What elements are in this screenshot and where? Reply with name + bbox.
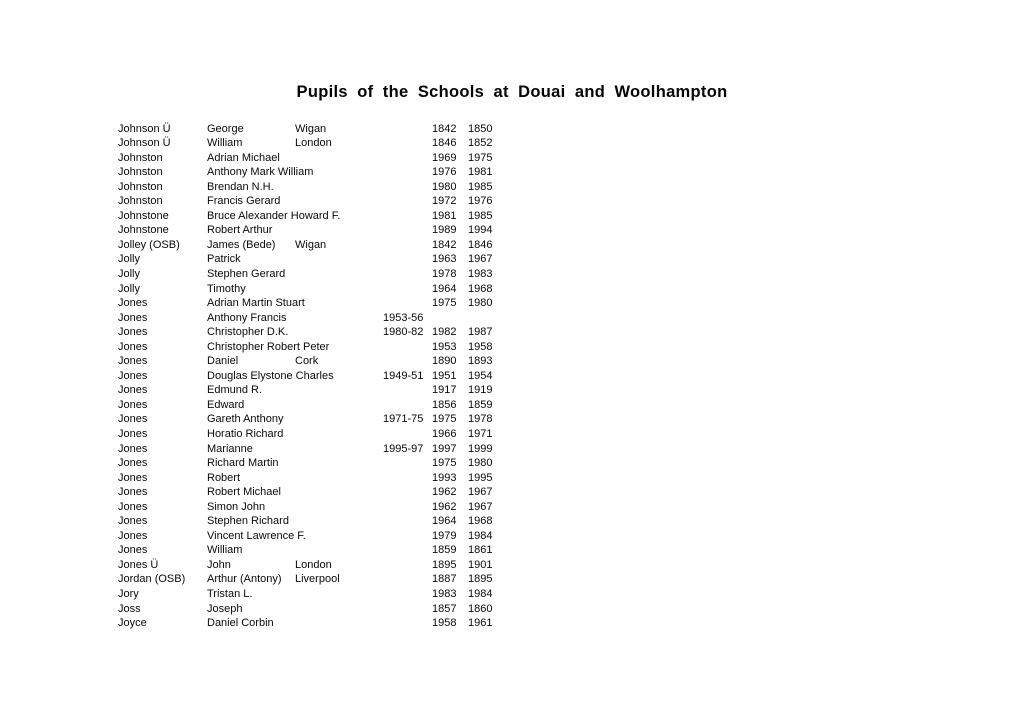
forename-cell: Bruce Alexander Howard F.: [207, 209, 341, 222]
years-attended-cell: [383, 616, 432, 631]
leaving-year-cell: 1850: [468, 122, 493, 135]
place-cell: [295, 194, 383, 209]
leaving-year-cell: 1980: [468, 457, 493, 470]
years-attended-cell: [383, 209, 432, 224]
forename-cell: Robert Arthur: [207, 224, 273, 237]
surname-cell: Joyce: [118, 617, 147, 630]
surname-cell: Jones: [118, 486, 148, 499]
surname-cell: Jones: [118, 457, 148, 470]
entry-year-cell: 1964: [432, 515, 457, 528]
leaving-year-cell: 1985: [468, 209, 493, 222]
forename-cell: Douglas Elystone Charles: [207, 369, 334, 382]
entry-year-cell: 1969: [432, 151, 457, 164]
place-cell: [295, 369, 383, 384]
table-row: [118, 151, 494, 166]
years-attended-cell: [383, 122, 432, 137]
years-attended-cell: 1995-97: [383, 442, 424, 455]
forename-cell: Adrian Michael: [207, 151, 280, 164]
place-cell: [295, 151, 383, 166]
surname-cell: Johnston: [118, 166, 163, 179]
years-attended-cell: [383, 602, 432, 617]
table-row: [118, 267, 494, 282]
surname-cell: Jones: [118, 398, 148, 411]
entry-year-cell: 1997: [432, 442, 457, 455]
forename-cell: George: [207, 122, 244, 135]
entry-year-cell: 1917: [432, 384, 457, 397]
surname-cell: Jones: [118, 442, 148, 455]
surname-cell: Johnstone: [118, 209, 169, 222]
surname-cell: Jones: [118, 384, 148, 397]
entry-year-cell: 1890: [432, 355, 457, 368]
surname-cell: Jones: [118, 297, 148, 310]
place-cell: [295, 485, 383, 500]
forename-cell: Richard Martin: [207, 457, 279, 470]
years-attended-cell: [383, 136, 432, 151]
leaving-year-cell: 1846: [468, 238, 493, 251]
leaving-year-cell: 1987: [468, 326, 493, 339]
leaving-year-cell: 1983: [468, 267, 493, 280]
entry-year-cell: 1962: [432, 500, 457, 513]
forename-cell: Christopher Robert Peter: [207, 340, 330, 353]
forename-cell: Daniel: [207, 355, 239, 368]
forename-cell: Anthony Francis: [207, 311, 287, 324]
surname-cell: Jones: [118, 413, 148, 426]
place-cell: London: [295, 558, 332, 571]
leaving-year-cell: 1994: [468, 224, 493, 237]
entry-year-cell: 1975: [432, 457, 457, 470]
surname-cell: Jones: [118, 369, 148, 382]
table-row: [118, 543, 494, 558]
table-row: [118, 587, 494, 602]
years-attended-cell: [383, 165, 432, 180]
table-row: [118, 442, 494, 457]
years-attended-cell: [383, 485, 432, 500]
forename-cell: Timothy: [207, 282, 246, 295]
place-cell: Liverpool: [295, 573, 340, 586]
years-attended-cell: [383, 427, 432, 442]
table-row: [118, 252, 494, 267]
place-cell: Cork: [295, 355, 319, 368]
table-row: [118, 296, 494, 311]
surname-cell: Jones: [118, 544, 148, 557]
page-title: Pupils of the Schools at Douai and Woolhampton: [296, 83, 728, 101]
table-row: [118, 602, 494, 617]
entry-year-cell: 1857: [432, 602, 457, 615]
entry-year-cell: 1958: [432, 617, 457, 630]
place-cell: [295, 471, 383, 486]
surname-cell: Johnson Ü: [118, 122, 171, 135]
surname-cell: Jones: [118, 471, 148, 484]
forename-cell: Anthony Mark William: [207, 166, 314, 179]
table-row: [118, 412, 494, 427]
entry-year-cell: 1962: [432, 486, 457, 499]
place-cell: [295, 500, 383, 515]
table-row: [118, 180, 494, 195]
leaving-year-cell: 1975: [468, 151, 493, 164]
surname-cell: Jones: [118, 427, 148, 440]
leaving-year-cell: 1984: [468, 529, 493, 542]
entry-year-cell: 1976: [432, 166, 457, 179]
surname-cell: Jones: [118, 326, 148, 339]
table-row: [118, 514, 494, 529]
forename-cell: Christopher D.K.: [207, 326, 289, 339]
surname-cell: Johnstone: [118, 224, 169, 237]
forename-cell: Adrian Martin Stuart: [207, 297, 305, 310]
table-row: [118, 122, 494, 137]
forename-cell: James (Bede): [207, 238, 276, 251]
leaving-year-cell: 1967: [468, 253, 493, 266]
entry-year-cell: 1859: [432, 544, 457, 557]
place-cell: [295, 252, 383, 267]
surname-cell: Jones: [118, 311, 148, 324]
leaving-year-cell: 1901: [468, 558, 493, 571]
forename-cell: Tristan L.: [207, 588, 253, 600]
leaving-year-cell: 1954: [468, 369, 493, 382]
surname-cell: Jones Ü: [118, 558, 159, 571]
years-attended-cell: [383, 151, 432, 166]
place-cell: [295, 325, 383, 340]
leaving-year-cell: 1958: [468, 340, 493, 353]
years-attended-cell: [383, 194, 432, 209]
entry-year-cell: 1978: [432, 267, 457, 280]
entry-year-cell: 1966: [432, 427, 457, 440]
table-row: [118, 223, 494, 238]
years-attended-cell: [383, 252, 432, 267]
entry-year-cell: 1887: [432, 573, 457, 586]
forename-cell: William: [207, 137, 243, 150]
years-attended-cell: [383, 572, 432, 587]
leaving-year-cell: 1981: [468, 166, 493, 179]
table-row: [118, 383, 494, 398]
table-row: [118, 340, 494, 355]
leaving-year-cell: [468, 311, 494, 326]
place-cell: [295, 282, 383, 297]
table-row: [118, 572, 494, 587]
forename-cell: Daniel Corbin: [207, 617, 274, 630]
entry-year-cell: 1975: [432, 297, 457, 310]
forename-cell: Vincent Lawrence F.: [207, 529, 306, 542]
entry-year-cell: 1964: [432, 282, 457, 295]
years-attended-cell: [383, 282, 432, 297]
place-cell: [295, 267, 383, 282]
leaving-year-cell: 1971: [468, 427, 493, 440]
table-row: [118, 325, 494, 340]
entry-year-cell: 1895: [432, 558, 457, 571]
leaving-year-cell: 1852: [468, 137, 493, 150]
surname-cell: Jones: [118, 355, 148, 368]
forename-cell: Francis Gerard: [207, 195, 281, 208]
place-cell: London: [295, 137, 332, 150]
forename-cell: Gareth Anthony: [207, 413, 284, 426]
entry-year-cell: 1842: [432, 122, 457, 135]
table-row: [118, 354, 494, 369]
leaving-year-cell: 1893: [468, 355, 493, 368]
place-cell: [295, 165, 383, 180]
leaving-year-cell: 1919: [468, 384, 493, 397]
surname-cell: Jones: [118, 500, 148, 513]
forename-cell: Horatio Richard: [207, 427, 284, 440]
surname-cell: Jolley (OSB): [118, 238, 180, 251]
surname-cell: Jones: [118, 340, 148, 353]
years-attended-cell: [383, 238, 432, 253]
forename-cell: Patrick: [207, 253, 241, 266]
place-cell: [295, 412, 383, 427]
table-row: [118, 238, 494, 253]
surname-cell: Jones: [118, 529, 148, 542]
leaving-year-cell: 1859: [468, 398, 493, 411]
entry-year-cell: 1951: [432, 369, 457, 382]
leaving-year-cell: 1978: [468, 413, 493, 426]
entry-year-cell: 1953: [432, 340, 457, 353]
forename-cell: Stephen Richard: [207, 515, 289, 528]
forename-cell: Edward: [207, 398, 245, 411]
place-cell: Wigan: [295, 238, 327, 251]
years-attended-cell: 1971-75: [383, 413, 424, 426]
forename-cell: John: [207, 558, 231, 571]
forename-cell: Robert Michael: [207, 486, 281, 499]
leaving-year-cell: 1968: [468, 282, 493, 295]
place-cell: [295, 456, 383, 471]
entry-year-cell: 1989: [432, 224, 457, 237]
years-attended-cell: [383, 514, 432, 529]
entry-year-cell: 1972: [432, 195, 457, 208]
years-attended-cell: [383, 471, 432, 486]
table-row: [118, 558, 494, 573]
table-row: [118, 209, 494, 224]
table-row: [118, 282, 494, 297]
entry-year-cell: [432, 311, 468, 326]
leaving-year-cell: 1976: [468, 195, 493, 208]
table-row: [118, 311, 494, 326]
years-attended-cell: 1949-51: [383, 369, 424, 382]
entry-year-cell: 1983: [432, 588, 457, 600]
forename-cell: Stephen Gerard: [207, 267, 286, 280]
place-cell: [295, 602, 383, 617]
leaving-year-cell: 1895: [468, 573, 493, 586]
place-cell: [295, 296, 383, 311]
table-row: [118, 369, 494, 384]
surname-cell: Jones: [118, 515, 148, 528]
leaving-year-cell: 1967: [468, 486, 493, 499]
table-row: [118, 427, 494, 442]
leaving-year-cell: 1861: [468, 544, 493, 557]
forename-cell: Arthur (Antony): [207, 573, 282, 586]
surname-cell: Jolly: [118, 267, 141, 280]
table-row: [118, 485, 494, 500]
table-row: [118, 456, 494, 471]
place-cell: [295, 514, 383, 529]
table-row: [118, 194, 494, 209]
entry-year-cell: 1975: [432, 413, 457, 426]
place-cell: [295, 223, 383, 238]
place-cell: [295, 427, 383, 442]
forename-cell: Robert: [207, 471, 241, 484]
place-cell: [295, 587, 383, 602]
years-attended-cell: [383, 398, 432, 413]
leaving-year-cell: 1860: [468, 602, 493, 615]
table-row: [118, 136, 494, 151]
place-cell: [295, 616, 383, 631]
place-cell: [295, 442, 383, 457]
years-attended-cell: [383, 383, 432, 398]
table-row: [118, 398, 494, 413]
forename-cell: Marianne: [207, 442, 253, 455]
place-cell: [295, 529, 383, 544]
entry-year-cell: 1993: [432, 471, 457, 484]
years-attended-cell: [383, 587, 432, 602]
leaving-year-cell: 1968: [468, 515, 493, 528]
entry-year-cell: 1979: [432, 529, 457, 542]
years-attended-cell: [383, 340, 432, 355]
entry-year-cell: 1842: [432, 238, 457, 251]
pupils-table: [118, 122, 494, 631]
place-cell: [295, 311, 383, 326]
surname-cell: Johnston: [118, 195, 163, 208]
surname-cell: Johnson Ü: [118, 137, 171, 150]
table-row: [118, 471, 494, 486]
leaving-year-cell: 1961: [468, 617, 493, 630]
forename-cell: Edmund R.: [207, 384, 263, 397]
surname-cell: Johnston: [118, 180, 163, 193]
years-attended-cell: [383, 223, 432, 238]
surname-cell: Joss: [118, 602, 141, 615]
table-row: [118, 616, 494, 631]
years-attended-cell: [383, 267, 432, 282]
place-cell: [295, 340, 383, 355]
entry-year-cell: 1856: [432, 398, 457, 411]
entry-year-cell: 1963: [432, 253, 457, 266]
forename-cell: Brendan N.H.: [207, 180, 274, 193]
entry-year-cell: 1982: [432, 326, 457, 339]
years-attended-cell: [383, 543, 432, 558]
forename-cell: William: [207, 544, 243, 557]
leaving-year-cell: 1995: [468, 471, 493, 484]
years-attended-cell: [383, 529, 432, 544]
years-attended-cell: [383, 500, 432, 515]
table-row: [118, 529, 494, 544]
years-attended-cell: [383, 456, 432, 471]
surname-cell: Jolly: [118, 253, 141, 266]
entry-year-cell: 1981: [432, 209, 457, 222]
place-cell: [295, 398, 383, 413]
leaving-year-cell: 1985: [468, 180, 493, 193]
years-attended-cell: 1980-82: [383, 326, 424, 339]
table-row: [118, 500, 494, 515]
place-cell: [295, 543, 383, 558]
place-cell: [295, 209, 383, 224]
years-attended-cell: [383, 354, 432, 369]
leaving-year-cell: 1999: [468, 442, 493, 455]
leaving-year-cell: 1980: [468, 297, 493, 310]
years-attended-cell: [383, 296, 432, 311]
forename-cell: Simon John: [207, 500, 266, 513]
table-row: [118, 165, 494, 180]
leaving-year-cell: 1984: [468, 588, 493, 600]
entry-year-cell: 1846: [432, 137, 457, 150]
years-attended-cell: 1953-56: [383, 311, 424, 324]
place-cell: [295, 180, 383, 195]
surname-cell: Jolly: [118, 282, 141, 295]
surname-cell: Jordan (OSB): [118, 573, 186, 586]
leaving-year-cell: 1967: [468, 500, 493, 513]
entry-year-cell: 1980: [432, 180, 457, 193]
surname-cell: Johnston: [118, 151, 163, 164]
place-cell: [295, 383, 383, 398]
years-attended-cell: [383, 558, 432, 573]
place-cell: Wigan: [295, 122, 327, 135]
forename-cell: Joseph: [207, 602, 243, 615]
years-attended-cell: [383, 180, 432, 195]
surname-cell: Jory: [118, 588, 139, 600]
